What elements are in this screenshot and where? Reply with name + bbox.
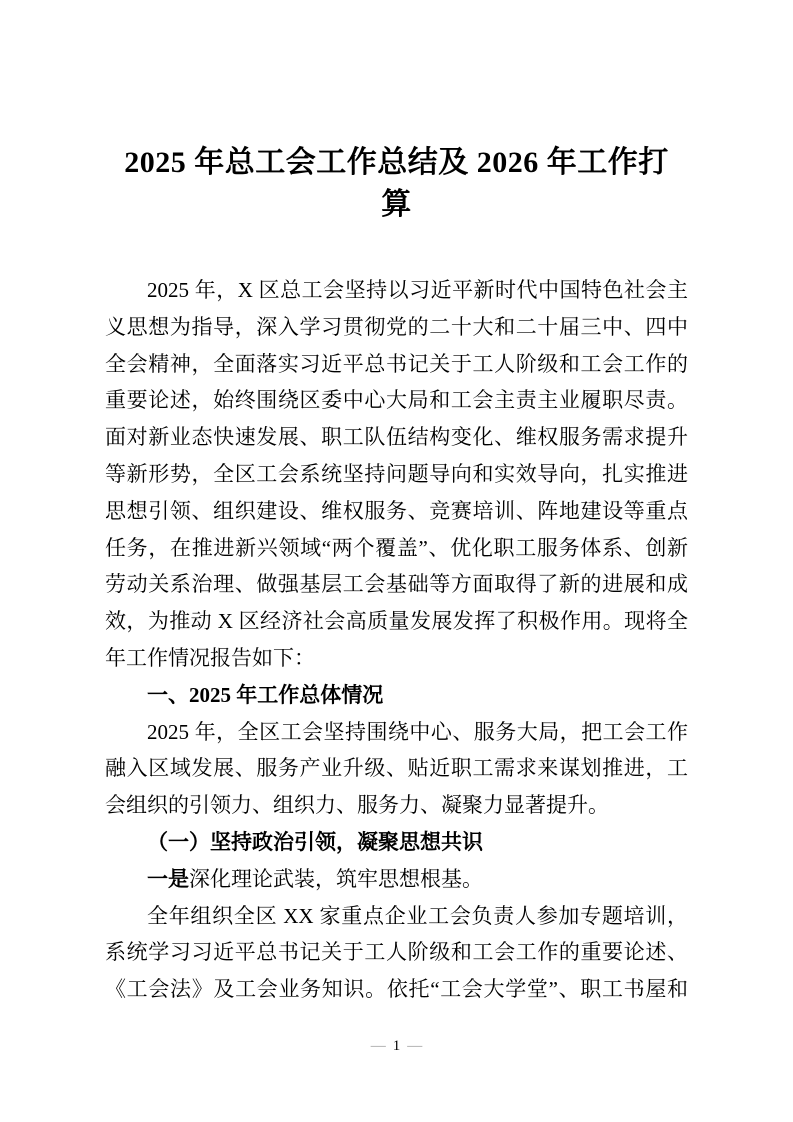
text-line: 系统学习习近平总书记关于工人阶级和工会工作的重要论述、: [105, 940, 688, 965]
text-line: 《工会法》及工会业务知识。依托“工会大学堂”、职工书屋和: [105, 977, 688, 1002]
text-line: 任务，在推进新兴领域“两个覆盖”、优化职工服务体系、创新: [105, 535, 688, 560]
text-line: 等新形势，全区工会系统坚持问题导向和实效导向，扎实推进: [105, 461, 688, 486]
text-line: 劳动关系治理、做强基层工会基础等方面取得了新的进展和成: [105, 572, 688, 597]
text-line: 义思想为指导，深入学习贯彻党的二十大和二十届三中、四中: [105, 314, 688, 339]
text-line: 年工作情况报告如下：: [105, 645, 315, 670]
title-line: 2025 年总工会工作总结及 2026 年工作打: [124, 146, 669, 179]
text-line: 全会精神，全面落实习近平总书记关于工人阶级和工会工作的: [105, 351, 688, 376]
title-line: 算: [381, 188, 412, 221]
document-title: [105, 142, 688, 226]
text-line: 面对新业态快速发展、职工队伍结构变化、维权服务需求提升: [105, 425, 688, 450]
page-number: 1: [392, 1038, 401, 1054]
text-line: 全年组织全区 XX 家重点企业工会负责人参加专题培训，: [147, 903, 688, 928]
section-heading: （一）坚持政治引领，凝聚思想共识: [147, 829, 483, 854]
text-line: 效，为推动 X 区经济社会高质量发展发挥了积极作用。现将全: [105, 609, 688, 634]
document-body: [105, 272, 688, 1008]
text-line: 2025 年，全区工会坚持围绕中心、服务大局，把工会工作: [147, 719, 688, 744]
text-line: 思想引领、组织建设、维权服务、竞赛培训、阵地建设等重点: [105, 498, 688, 523]
text-line: 重要论述，始终围绕区委中心大局和工会主责主业履职尽责。: [105, 388, 688, 413]
text-line: 一是深化理论武装，筑牢思想根基。: [147, 866, 483, 891]
text-line: 融入区域发展、服务产业升级、贴近职工需求来谋划推进，工: [105, 756, 688, 781]
text-line: 会组织的引领力、组织力、服务力、凝聚力显著提升。: [105, 793, 609, 818]
section-heading: 一、2025 年工作总体情况: [147, 682, 384, 707]
footer-dash-left: —: [370, 1038, 386, 1054]
text-line: 2025 年，X 区总工会坚持以习近平新时代中国特色社会主: [147, 278, 688, 302]
footer-dash-right: —: [407, 1038, 423, 1054]
lead-emphasis: 一是: [147, 866, 189, 891]
page-footer: [0, 1036, 793, 1056]
